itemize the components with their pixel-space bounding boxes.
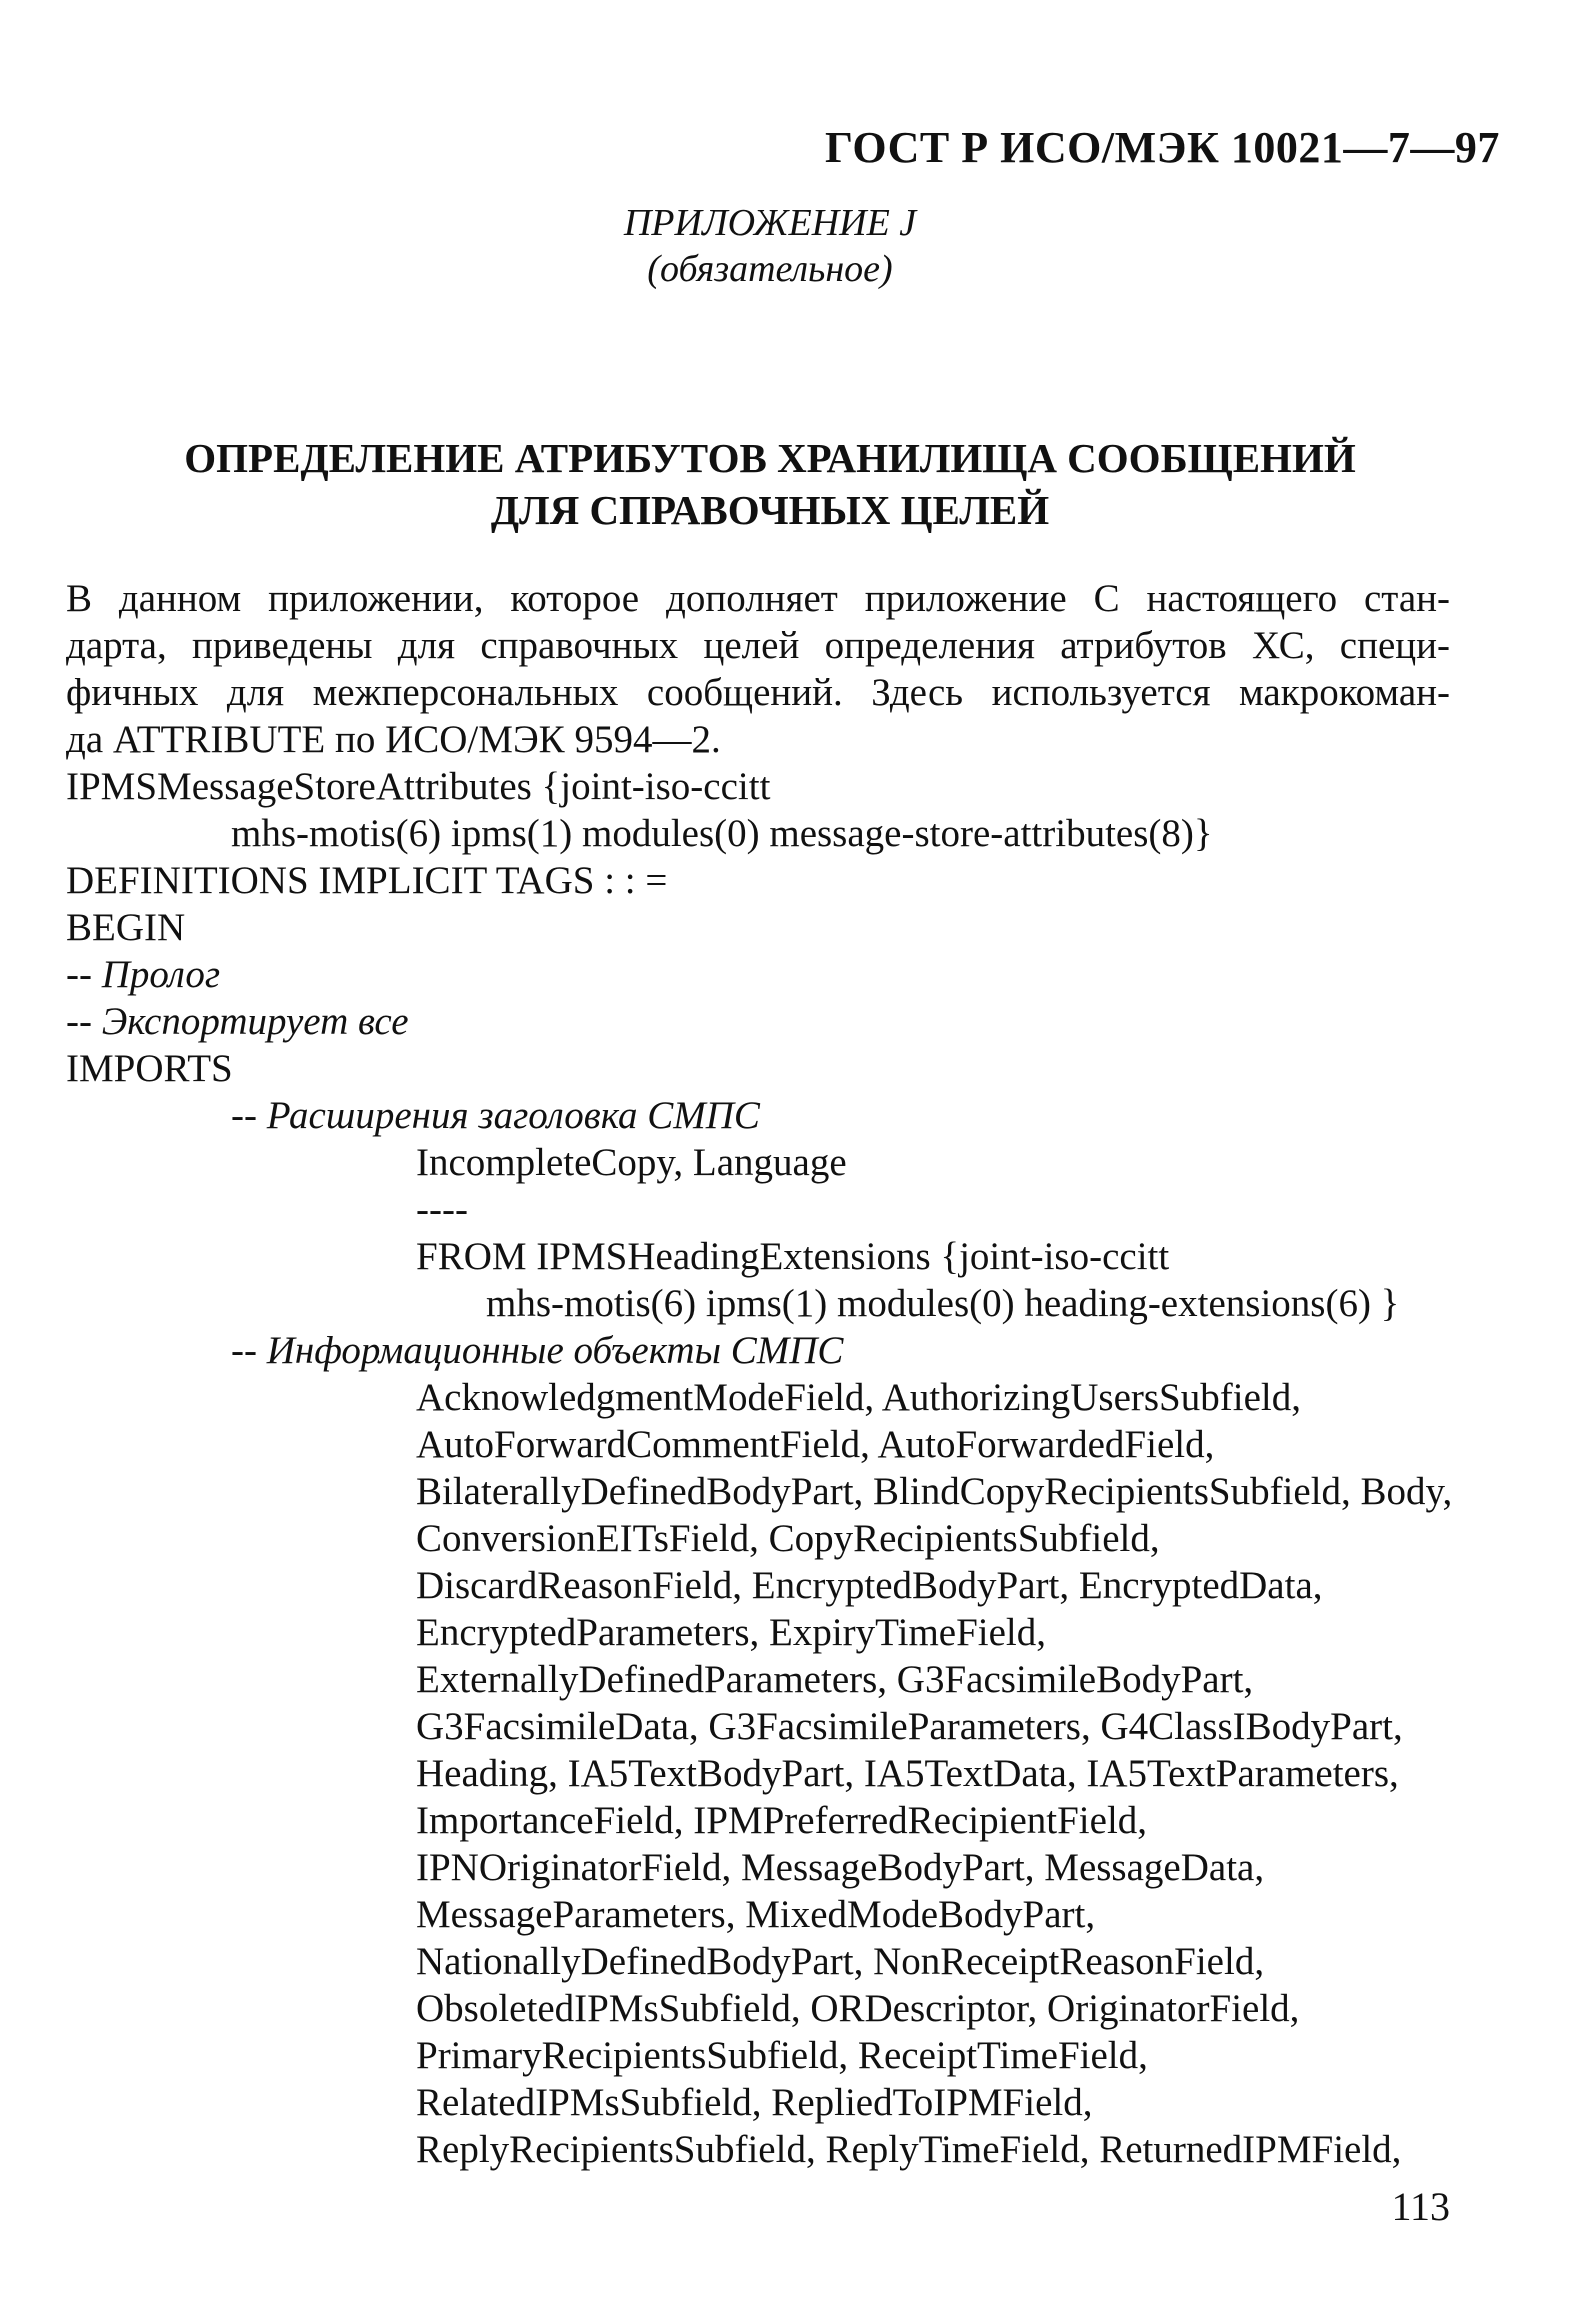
section-title-line-2: ДЛЯ СПРАВОЧНЫХ ЦЕЛЕЙ (490, 487, 1050, 533)
imports-keyword: IMPORTS (66, 1047, 233, 1090)
info-object-line: RelatedIPMsSubfield, RepliedToIPMField, (416, 2081, 1093, 2124)
info-object-line: IPNOriginatorField, MessageBodyPart, MessageData, (416, 1846, 1265, 1889)
info-object-line: ExternallyDefinedParameters, G3FacsimileBodyPart, (416, 1658, 1254, 1701)
definitions-line: DEFINITIONS IMPLICIT TAGS : : = (66, 859, 668, 902)
annex-status: (обязательное) (647, 248, 893, 290)
annex-heading (400, 200, 1140, 292)
comment-heading-extensions: -- Расширения заголовка СМПС (231, 1094, 760, 1137)
module-name: IPMSMessageStoreAttributes {joint-iso-ccitt (66, 765, 771, 808)
intro-paragraph (66, 575, 1450, 763)
info-object-line: Heading, IA5TextBodyPart, IA5TextData, IA5TextParameters, (416, 1752, 1399, 1795)
intro-line: фичных для межперсональных сообщений. Здесь используется макрокоман- (66, 671, 1450, 714)
info-object-line: AutoForwardCommentField, AutoForwardedField, (416, 1423, 1215, 1466)
info-object-line: EncryptedParameters, ExpiryTimeField, (416, 1611, 1047, 1654)
page-number: 113 (1391, 2184, 1450, 2229)
asn1-module-listing (66, 763, 1466, 2173)
intro-line: дарта, приведены для справочных целей определения атрибутов ХС, специ- (66, 624, 1450, 667)
heading-extensions-oid: mhs-motis(6) ipms(1) modules(0) heading-extensions(6) } (486, 1282, 1400, 1325)
standard-header: ГОСТ Р ИСО/МЭК 10021—7—97 (825, 123, 1500, 172)
info-object-line: ImportanceField, IPMPreferredRecipientField, (416, 1799, 1148, 1842)
intro-line: В данном приложении, которое дополняет приложение С настоящего стан- (66, 577, 1450, 620)
info-object-line: PrimaryRecipientsSubfield, ReceiptTimeField, (416, 2034, 1148, 2077)
annex-title: ПРИЛОЖЕНИЕ J (623, 202, 917, 244)
info-object-line: G3FacsimileData, G3FacsimileParameters, G4ClassIBodyPart, (416, 1705, 1403, 1748)
info-object-line: DiscardReasonField, EncryptedBodyPart, EncryptedData, (416, 1564, 1323, 1607)
begin-keyword: BEGIN (66, 906, 186, 949)
section-title (80, 432, 1460, 536)
from-heading-extensions: FROM IPMSHeadingExtensions {joint-iso-ccitt (416, 1235, 1170, 1278)
comment-information-objects: -- Информационные объекты СМПС (231, 1329, 844, 1372)
separator-line: ---- (416, 1188, 468, 1231)
info-object-line: ObsoletedIPMsSubfield, ORDescriptor, OriginatorField, (416, 1987, 1300, 2030)
info-object-line: ConversionEITsField, CopyRecipientsSubfield, (416, 1517, 1160, 1560)
info-object-line: BilaterallyDefinedBodyPart, BlindCopyRecipientsSubfield, Body, (416, 1470, 1453, 1513)
comment-prolog: -- Пролог (66, 953, 221, 996)
info-object-line: ReplyRecipientsSubfield, ReplyTimeField, ReturnedIPMField, (416, 2128, 1402, 2171)
section-title-line-1: ОПРЕДЕЛЕНИЕ АТРИБУТОВ ХРАНИЛИЩА СООБЩЕНИЙ (184, 435, 1356, 481)
info-object-line: NationallyDefinedBodyPart, NonReceiptReasonField, (416, 1940, 1265, 1983)
comment-exports: -- Экспортирует все (66, 1000, 409, 1043)
heading-extension-items: IncompleteCopy, Language (416, 1141, 847, 1184)
info-object-line: MessageParameters, MixedModeBodyPart, (416, 1893, 1096, 1936)
module-oid: mhs-motis(6) ipms(1) modules(0) message-store-attributes(8)} (231, 812, 1213, 855)
intro-line: да ATTRIBUTE по ИСО/МЭК 9594—2. (66, 718, 721, 761)
info-object-line: AcknowledgmentModeField, AuthorizingUsersSubfield, (416, 1376, 1301, 1419)
